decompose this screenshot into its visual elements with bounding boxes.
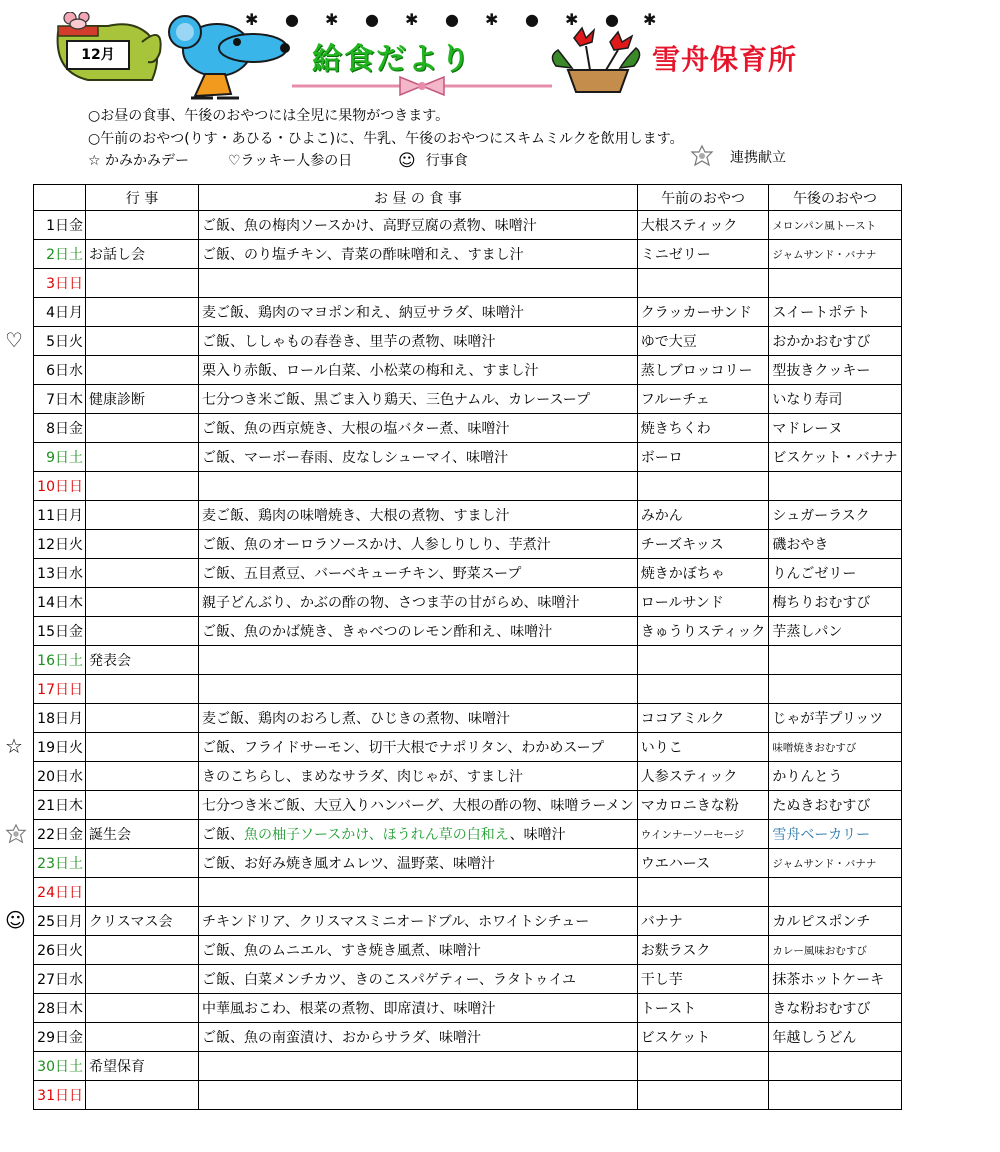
day-cell: 9日土	[34, 443, 86, 472]
event-cell: 発表会	[86, 646, 199, 675]
am-snack-cell: いりこ	[637, 733, 769, 762]
am-snack-cell	[637, 269, 769, 298]
table-row	[34, 1081, 902, 1110]
lunch-cell: ご飯、お好み焼き風オムレツ、温野菜、味噌汁	[199, 849, 638, 878]
lunch-cell: ご飯、魚のかば焼き、きゃべつのレモン酢和え、味噌汁	[199, 617, 638, 646]
lunch-cell: きのこちらし、まめなサラダ、肉じゃが、すまし汁	[199, 762, 638, 791]
svg-text:●: ●	[445, 10, 459, 29]
renkei-emblem-icon	[690, 144, 714, 168]
pm-snack-cell	[769, 269, 901, 298]
event-cell	[86, 762, 199, 791]
day-cell: 12日火	[34, 530, 86, 559]
lunch-cell: 七分つき米ご飯、黒ごま入り鶏天、三色ナムル、カレースープ	[199, 385, 638, 414]
pm-snack-cell: メロンパン風トースト	[769, 211, 901, 240]
table-row	[34, 675, 902, 704]
pm-snack-cell: スイートポテト	[769, 298, 901, 327]
pm-snack-cell: じゃが芋プリッツ	[769, 704, 901, 733]
am-snack-cell	[637, 878, 769, 907]
table-row	[34, 1052, 902, 1081]
event-cell	[86, 965, 199, 994]
day-cell: 25日月	[34, 907, 86, 936]
am-snack-cell: 焼きかぼちゃ	[637, 559, 769, 588]
day-cell: 8日金	[34, 414, 86, 443]
am-snack-cell: ウインナーソーセージ	[637, 820, 769, 849]
pm-snack-cell: たぬきおむすび	[769, 791, 901, 820]
event-cell	[86, 530, 199, 559]
lunch-cell: 麦ご飯、鶏肉のマヨポン和え、納豆サラダ、味噌汁	[199, 298, 638, 327]
lunch-text-rest: 、味噌汁	[509, 827, 566, 843]
event-cell	[86, 994, 199, 1023]
event-cell	[86, 849, 199, 878]
lunch-cell: ご飯、魚の南蛮漬け、おからサラダ、味噌汁	[199, 1023, 638, 1052]
smiley-icon: ☺	[5, 908, 26, 932]
day-cell: 24日日	[34, 878, 86, 907]
am-snack-cell	[637, 472, 769, 501]
am-snack-cell: チーズキッス	[637, 530, 769, 559]
lunch-cell: ご飯、魚のムニエル、すき焼き風煮、味噌汁	[199, 936, 638, 965]
pm-snack-cell: 味噌焼きおむすび	[769, 733, 901, 762]
table-row	[34, 762, 902, 791]
pm-snack-cell: 磯おやき	[769, 530, 901, 559]
event-cell	[86, 1081, 199, 1110]
header	[0, 0, 1000, 100]
table-row	[34, 588, 902, 617]
pm-snack-cell: りんごゼリー	[769, 559, 901, 588]
lunch-cell: 中華風おこわ、根菜の煮物、即席漬け、味噌汁	[199, 994, 638, 1023]
lunch-cell	[199, 646, 638, 675]
day-cell: 2日土	[34, 240, 86, 269]
am-snack-cell: ココアミルク	[637, 704, 769, 733]
table-row	[34, 791, 902, 820]
am-snack-cell: 人参スティック	[637, 762, 769, 791]
table-row	[34, 965, 902, 994]
lunch-cell: ご飯、魚のオーロラソースかけ、人参しりしり、芋煮汁	[199, 530, 638, 559]
star-icon: ☆	[5, 734, 23, 758]
lunch-cell: 七分つき米ご飯、大豆入りハンバーグ、大根の酢の物、味噌ラーメン	[199, 791, 638, 820]
table-row	[34, 733, 902, 762]
day-cell: 14日木	[34, 588, 86, 617]
day-cell: 19日火	[34, 733, 86, 762]
event-cell	[86, 878, 199, 907]
table-row	[34, 298, 902, 327]
day-cell: 27日水	[34, 965, 86, 994]
table-row	[34, 994, 902, 1023]
event-cell	[86, 588, 199, 617]
lunch-cell	[199, 878, 638, 907]
day-cell: 21日木	[34, 791, 86, 820]
lunch-cell	[199, 820, 638, 849]
legend-lucky-carrot: ♡ラッキー人参の日	[228, 153, 353, 169]
day-cell: 5日火	[34, 327, 86, 356]
pm-snack-cell: 芋蒸しパン	[769, 617, 901, 646]
day-cell: 16日土	[34, 646, 86, 675]
lunch-cell	[199, 1081, 638, 1110]
event-cell: 希望保育	[86, 1052, 199, 1081]
day-cell: 10日日	[34, 472, 86, 501]
am-snack-cell: 大根スティック	[637, 211, 769, 240]
day-cell: 4日月	[34, 298, 86, 327]
lunch-text: ご飯、	[202, 827, 244, 843]
event-cell	[86, 617, 199, 646]
event-cell	[86, 414, 199, 443]
pm-snack-cell: マドレーヌ	[769, 414, 901, 443]
am-snack-cell: きゅうりスティック	[637, 617, 769, 646]
table-row	[34, 530, 902, 559]
day-cell: 17日日	[34, 675, 86, 704]
table-row	[34, 327, 902, 356]
pm-snack-cell: 年越しうどん	[769, 1023, 901, 1052]
event-cell	[86, 675, 199, 704]
lunch-cell: ご飯、ししゃもの春巻き、里芋の煮物、味噌汁	[199, 327, 638, 356]
day-cell: 23日土	[34, 849, 86, 878]
smiley-icon: ☺	[398, 151, 416, 171]
table-row	[34, 211, 902, 240]
day-cell: 31日日	[34, 1081, 86, 1110]
day-cell: 29日金	[34, 1023, 86, 1052]
legend-renkei-label: 連携献立	[730, 150, 786, 166]
pm-snack-cell: おかかおむすび	[769, 327, 901, 356]
event-cell	[86, 298, 199, 327]
header-lunch: お 昼 の 食 事	[199, 185, 638, 211]
am-snack-cell	[637, 1052, 769, 1081]
table-row	[34, 385, 902, 414]
header-day	[34, 185, 86, 211]
lunch-cell: ご飯、のり塩チキン、青菜の酢味噌和え、すまし汁	[199, 240, 638, 269]
am-snack-cell: 干し芋	[637, 965, 769, 994]
lunch-cell	[199, 269, 638, 298]
lunch-cell: ご飯、魚の西京焼き、大根の塩バター煮、味噌汁	[199, 414, 638, 443]
svg-text:✱: ✱	[325, 10, 339, 29]
table-row	[34, 878, 902, 907]
heart-icon: ♡	[5, 328, 23, 352]
event-cell	[86, 472, 199, 501]
event-cell	[86, 936, 199, 965]
pm-snack-cell: きな粉おむすび	[769, 994, 901, 1023]
page-title: 給食だより	[312, 42, 472, 77]
day-cell: 20日水	[34, 762, 86, 791]
header-am-snack: 午前のおやつ	[637, 185, 769, 211]
lunch-renkei-text: 魚の柚子ソースかけ、ほうれん草の白和え	[244, 827, 510, 843]
pm-snack-cell	[769, 472, 901, 501]
event-cell	[86, 791, 199, 820]
event-cell: クリスマス会	[86, 907, 199, 936]
event-cell	[86, 704, 199, 733]
pm-snack-cell	[769, 675, 901, 704]
am-snack-cell: ゆで大豆	[637, 327, 769, 356]
svg-text:●: ●	[525, 10, 539, 29]
pm-snack-cell: ビスケット・バナナ	[769, 443, 901, 472]
day-cell: 3日日	[34, 269, 86, 298]
event-cell	[86, 559, 199, 588]
school-name: 雪舟保育所	[652, 43, 798, 76]
lunch-cell	[199, 675, 638, 704]
lunch-cell	[199, 472, 638, 501]
flower-pot-illustration	[546, 26, 646, 96]
am-snack-cell	[637, 1081, 769, 1110]
day-cell: 13日水	[34, 559, 86, 588]
event-cell	[86, 211, 199, 240]
svg-text:●: ●	[605, 10, 619, 29]
lunch-cell: 栗入り赤飯、ロール白菜、小松菜の梅和え、すまし汁	[199, 356, 638, 385]
am-snack-cell: クラッカーサンド	[637, 298, 769, 327]
pm-snack-cell: 型抜きクッキー	[769, 356, 901, 385]
am-snack-cell: ビスケット	[637, 1023, 769, 1052]
pm-snack-cell	[769, 878, 901, 907]
lunch-cell: 親子どんぶり、かぶの酢の物、さつま芋の甘がらめ、味噌汁	[199, 588, 638, 617]
day-cell: 22日金	[34, 820, 86, 849]
day-cell: 11日月	[34, 501, 86, 530]
am-snack-cell: お麩ラスク	[637, 936, 769, 965]
table-row	[34, 501, 902, 530]
pm-snack-cell	[769, 646, 901, 675]
table-row	[34, 559, 902, 588]
table-row	[34, 617, 902, 646]
table-row	[34, 907, 902, 936]
am-snack-cell: フルーチェ	[637, 385, 769, 414]
table-row	[34, 269, 902, 298]
day-cell: 18日月	[34, 704, 86, 733]
table-row	[34, 240, 902, 269]
event-cell: お話し会	[86, 240, 199, 269]
event-cell	[86, 356, 199, 385]
am-snack-cell: 焼きちくわ	[637, 414, 769, 443]
note-fruit: ○お昼の食事、午後のおやつには全児に果物がつきます。	[88, 108, 450, 124]
day-cell: 6日水	[34, 356, 86, 385]
pm-snack-cell: カレー風味おむすび	[769, 936, 901, 965]
event-cell	[86, 269, 199, 298]
svg-text:✱: ✱	[643, 10, 657, 29]
lunch-cell	[199, 1052, 638, 1081]
event-cell	[86, 733, 199, 762]
pm-snack-cell: かりんとう	[769, 762, 901, 791]
pm-snack-cell: シュガーラスク	[769, 501, 901, 530]
table-header-row	[34, 185, 902, 211]
legend-renkei	[690, 144, 786, 168]
am-snack-cell: ボーロ	[637, 443, 769, 472]
table-row	[34, 646, 902, 675]
legend-kamikami: ☆ かみかみデー	[88, 153, 190, 169]
pm-snack-cell: 雪舟ベーカリー	[769, 820, 901, 849]
am-snack-cell	[637, 646, 769, 675]
header-pm-snack: 午後のおやつ	[769, 185, 901, 211]
lunch-cell: 麦ご飯、鶏肉のおろし煮、ひじきの煮物、味噌汁	[199, 704, 638, 733]
day-cell: 30日土	[34, 1052, 86, 1081]
lunch-cell: 麦ご飯、鶏肉の味噌焼き、大根の煮物、すまし汁	[199, 501, 638, 530]
svg-text:✱: ✱	[485, 10, 499, 29]
lunch-cell: ご飯、五目煮豆、バーベキューチキン、野菜スープ	[199, 559, 638, 588]
table-row	[34, 820, 902, 849]
legend-event-label: 行事食	[425, 153, 468, 169]
svg-text:●: ●	[365, 10, 379, 29]
event-cell: 健康診断	[86, 385, 199, 414]
svg-text:●: ●	[285, 10, 299, 29]
header-event: 行 事	[86, 185, 199, 211]
table-row	[34, 936, 902, 965]
pm-snack-cell	[769, 1052, 901, 1081]
event-cell	[86, 501, 199, 530]
lunch-cell: ご飯、フライドサーモン、切干大根でナポリタン、わかめスープ	[199, 733, 638, 762]
event-cell	[86, 1023, 199, 1052]
am-snack-cell: ウエハース	[637, 849, 769, 878]
svg-text:✱: ✱	[245, 10, 259, 29]
pm-snack-cell: ジャムサンド・バナナ	[769, 240, 901, 269]
table-row	[34, 849, 902, 878]
pm-snack-cell: いなり寿司	[769, 385, 901, 414]
table-row	[34, 704, 902, 733]
am-snack-cell: ロールサンド	[637, 588, 769, 617]
am-snack-cell: トースト	[637, 994, 769, 1023]
day-cell: 15日金	[34, 617, 86, 646]
pm-snack-cell: ジャムサンド・バナナ	[769, 849, 901, 878]
note-milk: ○午前のおやつ(りす・あひる・ひよこ)に、牛乳、午後のおやつにスキムミルクを飲用します。	[88, 131, 684, 147]
table-row	[34, 1023, 902, 1052]
day-cell: 28日木	[34, 994, 86, 1023]
month-label: 12月	[66, 40, 130, 70]
am-snack-cell: みかん	[637, 501, 769, 530]
table-row	[34, 414, 902, 443]
svg-text:✱: ✱	[405, 10, 419, 29]
pm-snack-cell	[769, 1081, 901, 1110]
pm-snack-cell: カルピスポンチ	[769, 907, 901, 936]
am-snack-cell	[637, 675, 769, 704]
pm-snack-cell: 梅ちりおむすび	[769, 588, 901, 617]
lunch-cell: ご飯、魚の梅肉ソースかけ、高野豆腐の煮物、味噌汁	[199, 211, 638, 240]
event-cell: 誕生会	[86, 820, 199, 849]
event-cell	[86, 443, 199, 472]
svg-text:✱: ✱	[565, 10, 579, 29]
event-cell	[86, 327, 199, 356]
day-cell: 1日金	[34, 211, 86, 240]
am-snack-cell: ミニゼリー	[637, 240, 769, 269]
am-snack-cell: バナナ	[637, 907, 769, 936]
lunch-cell: ご飯、白菜メンチカツ、きのこスパゲティー、ラタトゥイユ	[199, 965, 638, 994]
am-snack-cell: マカロニきな粉	[637, 791, 769, 820]
lunch-cell: チキンドリア、クリスマスミニオードブル、ホワイトシチュー	[199, 907, 638, 936]
am-snack-cell: 蒸しブロッコリー	[637, 356, 769, 385]
lunch-cell: ご飯、マーボー春雨、皮なしシューマイ、味噌汁	[199, 443, 638, 472]
table-row	[34, 443, 902, 472]
renkei-emblem-icon	[5, 823, 27, 848]
ribbon-decoration	[292, 76, 552, 96]
table-row	[34, 472, 902, 501]
day-cell: 26日火	[34, 936, 86, 965]
menu-table	[33, 184, 902, 1110]
legend-event-meal	[398, 150, 468, 171]
pm-snack-cell: 抹茶ホットケーキ	[769, 965, 901, 994]
table-row	[34, 356, 902, 385]
day-cell: 7日木	[34, 385, 86, 414]
